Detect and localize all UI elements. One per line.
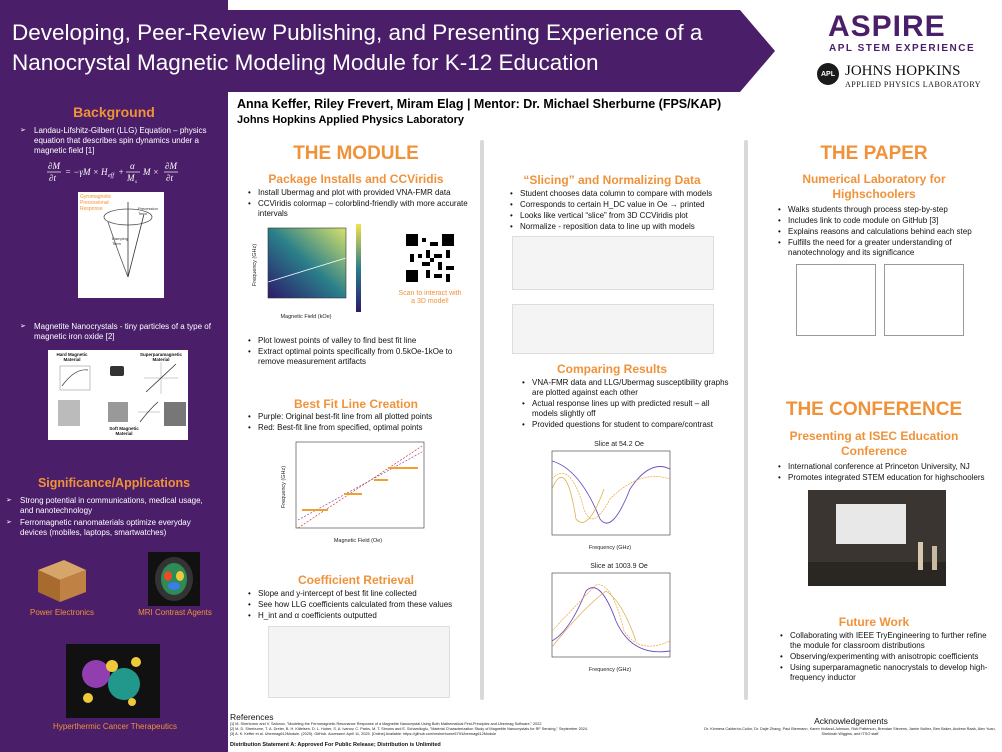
svg-text:α: α — [130, 161, 135, 171]
authors: Anna Keffer, Riley Frevert, Miram Elag | Mentor: Dr. Michael Sherburne (FPS/KAP) — [237, 97, 722, 111]
llg-equation — [44, 160, 194, 184]
compare-item-1: • VNA-FMR data and LLG/Ubermag susceptibility graphs are plotted against each other — [532, 378, 730, 398]
svg-text:∂t: ∂t — [166, 173, 173, 183]
conference-title: THE CONFERENCE — [785, 399, 963, 420]
package-list-2 — [246, 336, 474, 368]
slice-plot-2-svg — [540, 571, 684, 663]
title-line-1: Developing, Peer-Review Publishing, and Presenting Experience of a — [12, 20, 703, 45]
llg-figure-label: Gyromagnetic Precessional Response — [80, 194, 112, 212]
compare-list — [520, 378, 730, 431]
affiliation: Johns Hopkins Applied Physics Laboratory — [237, 114, 464, 126]
references-title: References — [230, 712, 274, 722]
paper-item-2: • Includes link to code module on GitHub [3] — [788, 216, 990, 226]
svg-text:∂M: ∂M — [48, 161, 60, 171]
coef-item-2: • See how LLG coefficients calculated from these values — [258, 600, 474, 610]
fit-plot — [278, 440, 428, 536]
poster-title — [12, 18, 732, 78]
heatmap-figure — [246, 222, 386, 322]
future-item-3: • Using superparamagnetic nanocrystals to develop high-frequency inductor — [790, 663, 992, 683]
jhu-name: JOHNS HOPKINS — [845, 63, 961, 79]
caption-mri: MRI Contrast Agents — [138, 608, 212, 617]
title-line-2: Nanocrystal Magnetic Modeling Module for K-12 Education — [12, 50, 599, 75]
sig-item-2: ➢ Ferromagnetic nanomaterials optimize everyday devices (mobiles, laptops, smartwatches) — [20, 518, 216, 538]
soft-magnetic-label: Soft Magnetic Material — [109, 426, 139, 436]
banner-stripe — [0, 0, 228, 10]
package-item-3: • Plot lowest points of valley to find best fit line — [258, 336, 474, 346]
paper-item-4: • Fulfills the need for a greater understanding of nanotechnology and its significance — [788, 238, 990, 258]
slicing-item-2: • Corresponds to certain H_DC value in Oe → printed — [520, 200, 730, 210]
superparamagnetic-label: Superparamagnetic Material — [139, 352, 182, 362]
compare-title: Comparing Results — [556, 362, 667, 376]
reference-1: [1] M. Sherburne and V. Safonov, "Modeling the Ferromagnetic Resonance Response of a Magnetite Nanocrystal Using Both Mathematical First-Principles and Ubermag Software," 2022 — [230, 722, 542, 726]
plot2-title: Slice at 1003.9 Oe — [590, 563, 648, 570]
llg-text: ➢ Landau-Lifshitz-Gilbert (LLG) Equation – physics equation that describes spin dynamics under a magnetic field [1] — [34, 126, 214, 156]
svg-text:= −γM × H: = −γM × H — [65, 167, 108, 177]
conference-photo-svg — [808, 490, 946, 586]
fit-ylabel: Frequency (GHz) — [281, 465, 287, 509]
heatmap-xlabel: Magnetic Field (kOe) — [280, 314, 332, 320]
paper-item-3: • Explains reasons and calculations behind each step — [788, 227, 990, 237]
ack-title: Acknowledgements — [814, 716, 888, 726]
references-list — [230, 722, 710, 737]
paper-page-2 — [884, 264, 964, 336]
svg-text:s: s — [135, 180, 137, 184]
svg-text:eff: eff — [108, 173, 114, 179]
power-electronics-image — [30, 552, 92, 606]
qr-svg — [406, 234, 454, 282]
future-item-1: • Collaborating with IEEE TryEngineering to further refine the module for classroom distributions — [790, 631, 992, 651]
slicing-title: “Slicing” and Normalizing Data — [523, 173, 701, 187]
paper-page-1 — [796, 264, 876, 336]
ack-text: Dr. Kinmera Calderón-Colón, Dr. Dajie Zhang, Paul Biermann, Karen Holland-Johnson, Rob Patterson, Brendan Stevens, Jamie Nuñez, Ben Baker, Andrew Raab, Alex Yuan, Shekinah Wiggins, and ITSO staff — [704, 727, 996, 736]
jhu-apl-logo-icon: APL — [817, 63, 839, 85]
coef-item-1: • Slope and y-intercept of best fit line collected — [258, 589, 474, 599]
reference-3: [3] A. K. Keffer et al. Ubermag612Module. (2025). GitHub. Accessed: April 11, 2025. [Online] Available: https://github.com/msherburne679/Ubermag612Module — [230, 732, 497, 736]
slice-plot-1 — [540, 449, 684, 541]
heatmap-ylabel: Frequency (GHz) — [252, 243, 258, 287]
significance-title: Significance/Applications — [37, 476, 191, 490]
mri-image — [148, 552, 200, 606]
jhu-lab-name: APPLIED PHYSICS LABORATORY — [845, 80, 981, 89]
package-title: Package Installs and CCViridis — [268, 172, 444, 186]
svg-text:∂t: ∂t — [49, 173, 56, 183]
hyperthermic-image — [66, 644, 160, 718]
power-electronics-svg — [30, 552, 92, 606]
future-title: Future Work — [838, 615, 910, 629]
future-list — [778, 631, 992, 684]
hyperthermic-svg — [66, 644, 160, 718]
column-divider-1 — [480, 140, 484, 700]
reference-2: [2] M. D. Sherburne, T. A. Dreier, B. H. Kittelsen, D. L. Huber, S. A. Ivanov, C. Parks, M. T. Simons and E. Schamiloglu, "Material Characterization Study of Magnetite Nanocrystals for RF Sensing," September 2024. — [230, 727, 589, 731]
conference-photo — [808, 490, 946, 586]
paper-title: THE PAPER — [820, 143, 928, 164]
slice-plot-1-svg — [540, 449, 684, 541]
plot2-xlabel: Frequency (GHz) — [588, 667, 632, 673]
qr-code-icon[interactable] — [406, 234, 454, 282]
slice-plot-2 — [540, 571, 684, 663]
svg-text:M: M — [127, 173, 135, 183]
fit-xlabel: Magnetic Field (Oe) — [333, 538, 383, 544]
module-title: THE MODULE — [293, 143, 419, 164]
caption-hyperthermic: Hyperthermic Cancer Therapeutics — [53, 722, 177, 731]
package-list — [246, 188, 474, 220]
conference-item-1: • International conference at Princeton University, NJ — [788, 462, 990, 472]
conference-subtitle: Presenting at ISEC Education Conference — [789, 429, 959, 458]
aspire-subtitle: APL STEM EXPERIENCE — [829, 43, 976, 54]
fit-title: Best Fit Line Creation — [293, 397, 418, 411]
fit-item-1: • Purple: Original best-fit line from all plotted points — [258, 412, 474, 422]
plot1-title: Slice at 54.2 Oe — [594, 441, 644, 448]
slicing-code-2 — [512, 304, 714, 354]
package-item-4: • Extract optimal points specifically from 0.5kOe-1kOe to remove measurement artifacts — [258, 347, 474, 367]
paper-list — [776, 205, 990, 259]
aspire-logo: ASPIRE — [828, 10, 946, 43]
coef-item-3: • H_int and α coefficients outputted — [258, 611, 474, 621]
sig-item-1: ➢ Strong potential in communications, medical usage, and nanotechnology — [20, 496, 216, 516]
svg-text:∂M: ∂M — [165, 161, 177, 171]
compare-item-2: • Actual response lines up with predicted result – all models slightly off — [532, 399, 730, 419]
package-item-1: • Install Ubermag and plot with provided VNA-FMR data — [258, 188, 474, 198]
svg-text:M ×: M × — [143, 167, 159, 177]
mri-svg — [148, 552, 200, 606]
compare-item-3: • Provided questions for student to compare/contrast — [532, 420, 730, 430]
heatmap-svg — [246, 222, 386, 322]
background-title: Background — [73, 104, 155, 120]
coef-title: Coefficient Retrieval — [297, 573, 415, 587]
distribution-statement: Distribution Statement A: Approved For Public Release; Distribution is Unlimited — [230, 742, 441, 748]
fit-item-2: • Red: Best-fit line from specified, optimal points — [258, 423, 474, 433]
coef-list — [246, 589, 474, 622]
qr-caption: Scan to interact with a 3D model! — [398, 290, 462, 305]
plot1-xlabel: Frequency (GHz) — [588, 545, 632, 551]
slicing-item-3: • Looks like vertical “slice” from 3D CCViridis plot — [520, 211, 730, 221]
fit-list — [246, 412, 474, 434]
paper-subtitle: Numerical Laboratory for Highschoolers — [802, 172, 946, 201]
slicing-list — [508, 189, 730, 233]
future-item-2: • Observing/experimenting with anisotropic coefficients — [790, 652, 992, 662]
svg-text:+: + — [118, 167, 125, 177]
llg-precession-label: Precession Term — [138, 206, 158, 216]
fit-plot-svg — [278, 440, 428, 536]
hard-magnetic-label: Hard Magnetic Material — [56, 352, 88, 362]
slicing-item-4: • Normalize - reposition data to line up with models — [520, 222, 730, 232]
slicing-code-1 — [512, 236, 714, 290]
conference-list — [776, 462, 990, 484]
magnetite-text: ➢ Magnetite Nanocrystals - tiny particles of a type of magnetic iron oxide [2] — [34, 322, 214, 342]
llg-damping-label: Damping Term — [112, 236, 129, 246]
slicing-item-1: • Student chooses data column to compare with models — [520, 189, 730, 199]
paper-item-1: • Walks students through process step-by-step — [788, 205, 990, 215]
package-item-2: • CCViridis colormap – colorblind-friendly with more accurate intervals — [258, 199, 474, 219]
column-divider-2 — [744, 140, 748, 700]
caption-power-electronics: Power Electronics — [29, 608, 95, 617]
coef-code-screenshot — [268, 626, 450, 698]
llg-equation-svg — [44, 160, 194, 184]
conference-item-2: • Promotes integrated STEM education for highschoolers — [788, 473, 990, 483]
